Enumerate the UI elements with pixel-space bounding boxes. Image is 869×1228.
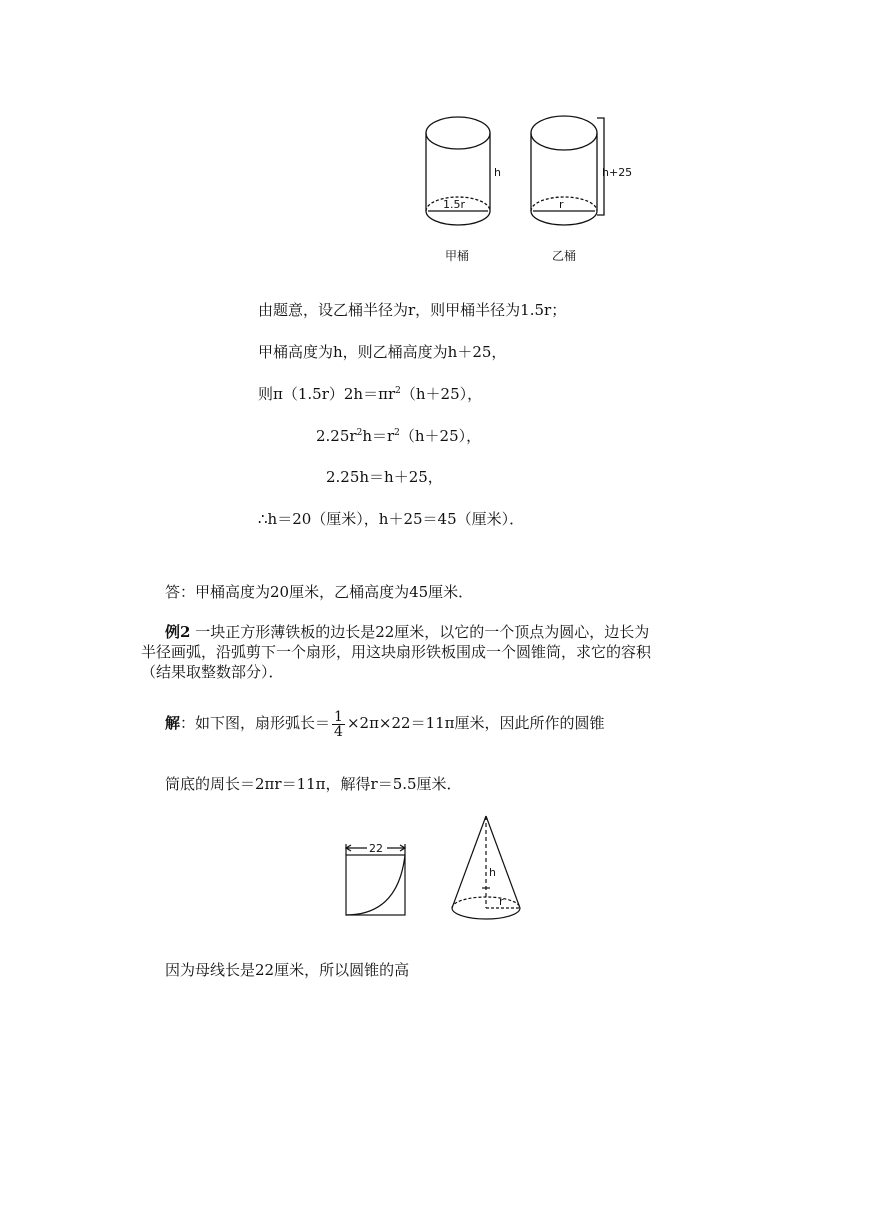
line3-sup: 2 [395, 386, 401, 396]
frac-denominator: 4 [334, 723, 343, 740]
label-r-yi: r [559, 198, 564, 211]
line4-c: （h＋25）， [399, 427, 482, 445]
example2-title: 例2 [165, 623, 191, 641]
solution2-line1 [165, 706, 605, 740]
line3-post: （h＋25）， [400, 385, 483, 403]
solution1-line1: 由题意，设乙桶半径为r，则甲桶半径为1.5r； [258, 301, 567, 319]
cone [452, 816, 520, 919]
solution1-line3 [258, 384, 482, 404]
example2-text-l1: 一块正方形薄铁板的边长是22厘米，以它的一个顶点为圆心，边长为 [195, 623, 650, 641]
label-h25: h+25 [602, 166, 633, 179]
label-jia-bucket: 甲桶 [445, 249, 470, 263]
example2-line2: 半径画弧，沿弧剪下一个扇形，用这块扇形铁板围成一个圆锥筒，求它的容积 [141, 643, 652, 661]
cylinder-yi [531, 116, 604, 225]
solution2-label: 解 [165, 714, 181, 732]
label-1-5r: 1.5r [443, 198, 466, 211]
fraction-one-quarter [332, 710, 345, 739]
line4-a: 2.25r [316, 427, 357, 445]
answer1: 答：甲桶高度为20厘米，乙桶高度为45厘米． [165, 583, 474, 601]
solution1-line5: 2.25h＝h＋25， [326, 468, 443, 486]
label-22: 22 [369, 842, 383, 855]
solution2-line2: 筒底的周长＝2πr＝11π，解得r＝5.5厘米． [165, 775, 462, 793]
example2-line1 [165, 622, 649, 642]
label-yi-bucket: 乙桶 [552, 249, 577, 263]
solution2-text-b: ×2π×22＝11π厘米，因此所作的圆锥 [346, 714, 605, 732]
label-h-cone: h [489, 866, 496, 879]
frac-numerator: 1 [334, 708, 343, 725]
cylinders-figure [418, 105, 638, 270]
label-r-cone: r [499, 895, 504, 908]
line4-sup2: 2 [394, 428, 400, 438]
label-h-jia: h [494, 166, 501, 179]
final-line: 因为母线长是22厘米，所以圆锥的高 [165, 961, 410, 979]
solution1-line4 [316, 426, 481, 446]
solution1-line6: ∴h＝20（厘米），h＋25＝45（厘米）． [258, 510, 525, 528]
example2-line3: （结果取整数部分）． [141, 663, 284, 681]
line3-pre: 则π（1.5r）2h＝πr [258, 385, 396, 403]
square-cone-figure [340, 810, 530, 930]
line4-sup1: 2 [356, 428, 363, 438]
solution1-line2: 甲桶高度为h，则乙桶高度为h＋25， [258, 343, 507, 361]
solution2-text-a: ：如下图，扇形弧长＝ [180, 714, 331, 732]
line4-b: h＝r [362, 427, 395, 445]
